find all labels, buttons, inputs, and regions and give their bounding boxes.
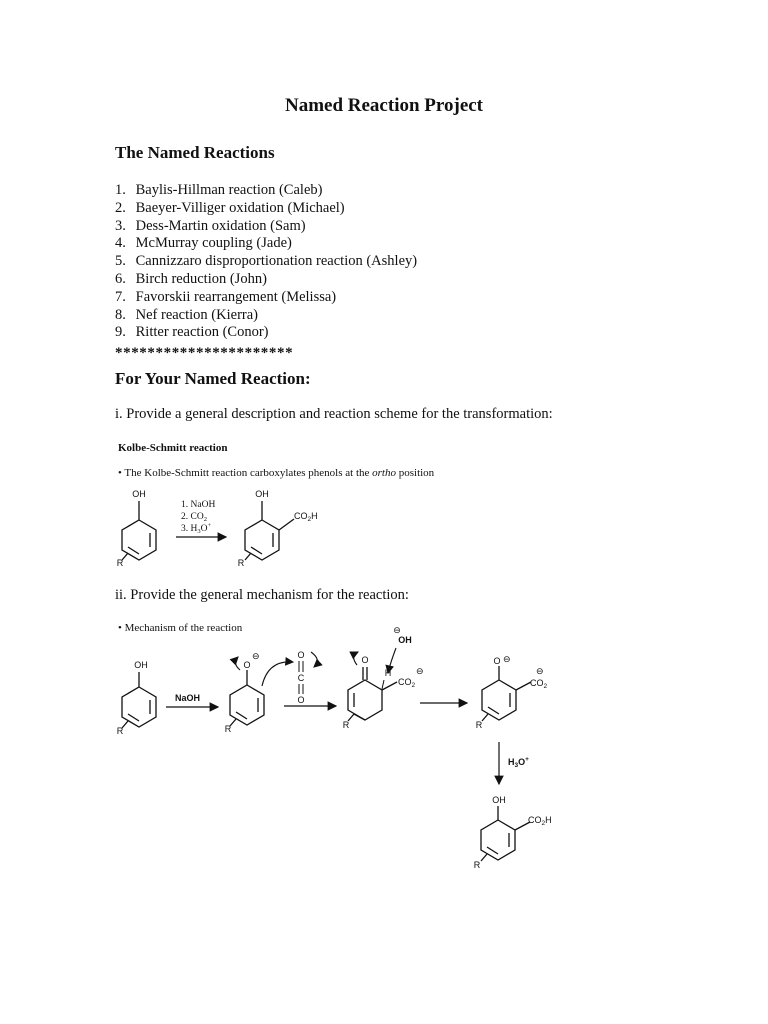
o-label: O bbox=[297, 650, 305, 660]
o-label: O bbox=[361, 655, 369, 665]
minus-charge: ⊖ bbox=[503, 654, 511, 664]
naoh-label: NaOH bbox=[175, 693, 201, 703]
curved-arrow bbox=[311, 652, 317, 667]
c-label: C bbox=[297, 673, 305, 683]
condition-step-1: 1. NaOH bbox=[181, 500, 216, 510]
curved-arrow bbox=[235, 657, 240, 670]
r-label: R bbox=[116, 558, 124, 568]
o-label: O bbox=[297, 695, 305, 705]
list-item: 5. Cannizzaro disproportionation reaction (Ashley) bbox=[115, 253, 418, 270]
r-label: R bbox=[237, 558, 245, 568]
co2h-label: $CO_2H$ bbox=[528, 815, 552, 827]
oh-label: OH bbox=[492, 795, 506, 805]
condition-step-3: 3. $H_3O^+$ bbox=[181, 522, 212, 535]
r-label: R bbox=[342, 720, 350, 730]
co2-label: $CO_2$ bbox=[530, 678, 548, 690]
list-item: 3. Dess-Martin oxidation (Sam) bbox=[115, 217, 306, 234]
page-title: Named Reaction Project bbox=[284, 95, 484, 116]
o-label: O bbox=[243, 660, 251, 670]
mechanism-caption: • Mechanism of the reaction bbox=[118, 622, 243, 634]
mech-phenoxide-ring bbox=[230, 670, 264, 726]
minus-charge: ⊖ bbox=[416, 666, 424, 676]
question-one: i. Provide a general description and reaction scheme for the transformation: bbox=[115, 406, 553, 422]
list-item: 9. Ritter reaction (Conor) bbox=[115, 324, 269, 341]
section-heading-named-reactions: The Named Reactions bbox=[115, 143, 275, 162]
phenol-ring-scheme bbox=[122, 501, 156, 560]
list-item: 8. Nef reaction (Kierra) bbox=[115, 306, 258, 323]
condition-step-2: 2. $CO_2$ bbox=[181, 512, 207, 523]
separator-stars: ********************** bbox=[115, 345, 294, 361]
mech-salicylate-ring bbox=[482, 666, 531, 721]
salicylic-ring-scheme bbox=[245, 501, 294, 560]
scheme-title: Kolbe-Schmitt reaction bbox=[118, 442, 228, 454]
minus-charge: ⊖ bbox=[536, 666, 544, 676]
question-two: ii. Provide the general mechanism for the reaction: bbox=[115, 587, 409, 603]
h-label: H bbox=[384, 668, 392, 678]
oh-label: OH bbox=[132, 489, 146, 499]
h3o-label: $H_3O^+$ bbox=[508, 756, 529, 769]
list-item: 7. Favorskii rearrangement (Melissa) bbox=[115, 288, 337, 305]
scheme-description: • The Kolbe-Schmitt reaction carboxylates phenols at the ortho position bbox=[118, 467, 435, 479]
r-label: R bbox=[116, 726, 124, 736]
mech-phenol-ring bbox=[122, 672, 156, 728]
list-item: 1. Baylis-Hillman reaction (Caleb) bbox=[115, 182, 323, 198]
curved-arrow bbox=[262, 662, 293, 686]
r-label: R bbox=[473, 860, 481, 870]
o-label: O bbox=[493, 656, 501, 666]
section-heading-your-reaction: For Your Named Reaction: bbox=[115, 369, 311, 388]
list-item: 4. McMurray coupling (Jade) bbox=[115, 235, 292, 252]
oh-label: OH bbox=[134, 660, 148, 670]
oh-label: OH bbox=[255, 489, 269, 499]
co2h-label: $CO_2H$ bbox=[294, 511, 318, 523]
minus-charge: ⊖ bbox=[252, 651, 260, 661]
list-item: 2. Baeyer-Villiger oxidation (Michael) bbox=[115, 199, 345, 216]
minus-charge: ⊖ bbox=[393, 625, 401, 635]
co2-label: $CO_2$ bbox=[398, 677, 416, 689]
oh-label: OH bbox=[398, 635, 412, 645]
list-item: 6. Birch reduction (John) bbox=[115, 270, 267, 287]
r-label: R bbox=[475, 720, 483, 730]
curved-arrow bbox=[354, 652, 358, 665]
mech-product-ring bbox=[481, 806, 530, 861]
r-label: R bbox=[224, 724, 232, 734]
